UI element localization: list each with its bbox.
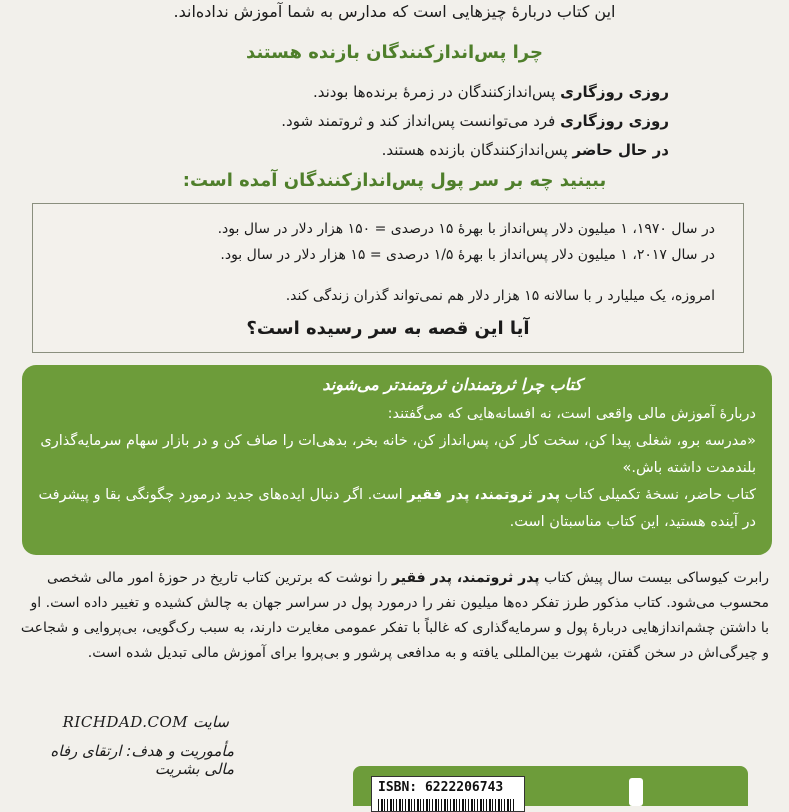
- heading-savers-losers: چرا پس‌اندازکنندگان بازنده هستند: [246, 42, 543, 63]
- intro-line: این کتاب دربارهٔ چیزهایی است که مدارس به شما آموزش نداده‌اند.: [173, 2, 616, 21]
- site-label: سایت: [192, 713, 229, 731]
- isbn-card: [353, 766, 748, 806]
- website-line: [63, 713, 229, 731]
- line-3: در حال حاضر پس‌اندازکنندگان بازنده هستند.: [381, 141, 669, 159]
- comparison-box: [32, 203, 744, 353]
- green-p1: دربارهٔ آموزش مالی واقعی است، نه افسانه‌هایی که می‌گفتند:: [387, 406, 756, 422]
- comparison-1970: در سال ۱۹۷۰، ۱ میلیون دلار پس‌انداز با بهرهٔ ۱۵ درصدی = ۱۵۰ هزار دلار در سال بود.: [217, 221, 715, 237]
- comparison-lines: [53, 216, 715, 268]
- comparison-today: امروزه، یک میلیارد ر با سالانه ۱۵ هزار دلار هم نمی‌تواند گذران زندگی کند.: [285, 288, 715, 304]
- isbn-text: ISBN: 6222206743: [378, 780, 504, 795]
- line-1: روزی روزگاری پس‌اندازکنندگان در زمرهٔ برنده‌ها بودند.: [312, 83, 669, 101]
- author-bio: رابرت کیوساکی بیست سال پیش کتاب پدر ثروتمند، پدر فقیر را نوشت که برترین کتاب تاریخ در حوزهٔ امور مالی شخصی محسوب می‌شود. کتاب مذکور طرز تفکر ده‌ها میلیون نفر را درمورد پول در سراسر جهان به چالش کشیده و تغییر داده است. او با داشتن چشم‌اندازهایی دربارهٔ پول و سرمایه‌گذاری که غالباً با تفکر عمومی مغایرت دارند، به سبب رک‌گویی، بی‌پروایی و شجاعت و چیرگی‌اش در سخن گفتن، شهرت بین‌المللی یافته و به مدافعی پرشور و بی‌پروا برای آموزش مالی تبدیل شده است.: [20, 570, 769, 661]
- question-line: آیا این قصه به سر رسیده است؟: [246, 318, 530, 339]
- green-p2: «مدرسه برو، شغلی پیدا کن، سخت کار کن، پس‌انداز کن، خانه بخر، بدهی‌ات را صاف کن و در بازار سهام سرمایه‌گذاری بلندمدت داشته باش.»: [40, 433, 756, 476]
- publisher-logo-icon: [629, 778, 643, 806]
- isbn-barcode-box: [371, 776, 525, 812]
- barcode-icon: [378, 799, 516, 811]
- green-p3: کتاب حاضر، نسخهٔ تکمیلی کتاب پدر ثروتمند، پدر فقیر است. اگر دنبال ایده‌های جدید درمورد چگونگی بقا و پیشرفت در آینده هستید، این کتاب مناسبتان است.: [38, 487, 756, 530]
- comparison-2017: در سال ۲۰۱۷، ۱ میلیون دلار پس‌انداز با بهرهٔ ۱/۵ درصدی = ۱۵ هزار دلار در سال بود.: [220, 247, 715, 263]
- heading-what-happened: ببینید چه بر سر پول پس‌اندازکنندگان آمده است:: [182, 170, 607, 191]
- line-2: روزی روزگاری فرد می‌توانست پس‌انداز کند و ثروتمند شود.: [281, 112, 669, 130]
- green-panel-body: [36, 401, 756, 536]
- green-panel-title: کتاب چرا ثروتمندان ثروتمندتر می‌شوند: [322, 375, 582, 394]
- mission-line: مأموریت و هدف: ارتقای رفاه مالی بشریت: [50, 742, 234, 778]
- green-panel: [22, 365, 772, 555]
- savers-lines: [120, 78, 669, 165]
- site-url: RICHDAD.COM: [62, 713, 189, 731]
